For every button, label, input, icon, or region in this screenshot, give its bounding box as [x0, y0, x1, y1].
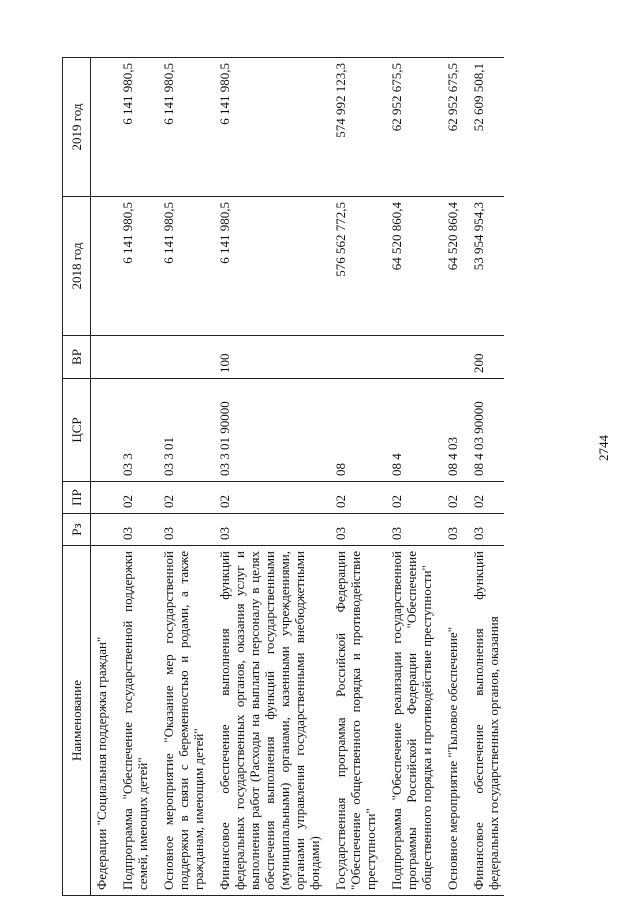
row-2018: 64 520 860,4: [437, 197, 463, 336]
row-2019: 62 952 675,5: [381, 58, 437, 197]
row-name: Подпрограмма "Обеспечение государственной поддержки семей, имеющих детей": [112, 546, 153, 896]
row-csr: 03 3 01 90000: [209, 379, 325, 482]
row-rz: 03: [463, 514, 504, 546]
row-rz: 03: [209, 514, 325, 546]
table-row: [209, 58, 325, 896]
table-row: [153, 58, 209, 896]
header-2018: 2018 год: [63, 197, 91, 336]
row-2018: 64 520 860,4: [381, 197, 437, 336]
row-pr: 02: [381, 482, 437, 514]
rotated-table-container: [62, 58, 564, 896]
row-2018: 53 954 954,3: [463, 197, 504, 336]
row-csr: 03 3: [112, 379, 153, 482]
row-name: Федерации "Социальная поддержка граждан": [91, 546, 113, 896]
row-2019: 6 141 980,5: [209, 58, 325, 197]
row-pr: 02: [437, 482, 463, 514]
row-vr: [381, 336, 437, 379]
table-row: [325, 58, 381, 896]
row-2019: 62 952 675,5: [437, 58, 463, 197]
row-name: Финансовое обеспечение выполнения функций федеральных государственных органов, оказания: [463, 546, 504, 896]
row-rz: 03: [325, 514, 381, 546]
row-vr: 100: [209, 336, 325, 379]
row-2019: 52 609 508,1: [463, 58, 504, 197]
row-2019: 6 141 980,5: [112, 58, 153, 197]
row-pr: 02: [209, 482, 325, 514]
row-name: Основное мероприятие "Тыловое обеспечение": [437, 546, 463, 896]
table-row: [91, 58, 113, 896]
row-csr: 08: [325, 379, 381, 482]
row-pr: 02: [463, 482, 504, 514]
row-vr: [91, 336, 113, 379]
row-pr: 02: [112, 482, 153, 514]
table-row: [381, 58, 437, 896]
row-csr: 03 3 01: [153, 379, 209, 482]
row-2018: 6 141 980,5: [209, 197, 325, 336]
row-name: Основное мероприятие "Оказание мер государственной поддержки в связи с беременностью и родами, а также гражданам, имеющим детей": [153, 546, 209, 896]
table-row: [112, 58, 153, 896]
page-number: 2744: [596, 435, 611, 461]
row-csr: [91, 379, 113, 482]
row-vr: [325, 336, 381, 379]
table-row: [437, 58, 463, 896]
table-header-row: [63, 58, 91, 896]
row-rz: 03: [153, 514, 209, 546]
header-rz: Рз: [63, 514, 91, 546]
row-2019: 6 141 980,5: [153, 58, 209, 197]
row-2019: 574 992 123,3: [325, 58, 381, 197]
row-name: Финансовое обеспечение выполнения функций федеральных государственных органов, оказания услуг и выполнения работ (Расходы на выплаты персоналу в целях обеспечения выполнения функций государственными (муниципальными) органами, казенными учреждениями, органами управления государственными внебюджетными фондами): [209, 546, 325, 896]
row-2018: [91, 197, 113, 336]
row-vr: [153, 336, 209, 379]
row-rz: [91, 514, 113, 546]
row-csr: 08 4 03 90000: [463, 379, 504, 482]
row-name: Подпрограмма "Обеспечение реализации государственной программы Российской Федерации "Обеспечение общественного порядка и противодействие преступности": [381, 546, 437, 896]
header-name: Наименование: [63, 546, 91, 896]
row-vr: [437, 336, 463, 379]
row-pr: 02: [153, 482, 209, 514]
row-2019: [91, 58, 113, 197]
row-vr: [112, 336, 153, 379]
row-2018: 6 141 980,5: [112, 197, 153, 336]
header-pr: ПР: [63, 482, 91, 514]
row-csr: 08 4: [381, 379, 437, 482]
row-pr: [91, 482, 113, 514]
row-rz: 03: [112, 514, 153, 546]
header-csr: ЦСР: [63, 379, 91, 482]
header-2019: 2019 год: [63, 58, 91, 197]
row-pr: 02: [325, 482, 381, 514]
row-rz: 03: [381, 514, 437, 546]
row-2018: 576 562 772,5: [325, 197, 381, 336]
row-vr: 200: [463, 336, 504, 379]
row-name: Государственная программа Российской Федерации "Обеспечение общественного порядка и противодействие преступности": [325, 546, 381, 896]
row-rz: 03: [437, 514, 463, 546]
row-csr: 08 4 03: [437, 379, 463, 482]
budget-table: [62, 57, 504, 896]
header-vr: ВР: [63, 336, 91, 379]
table-row: [463, 58, 504, 896]
row-2018: 6 141 980,5: [153, 197, 209, 336]
